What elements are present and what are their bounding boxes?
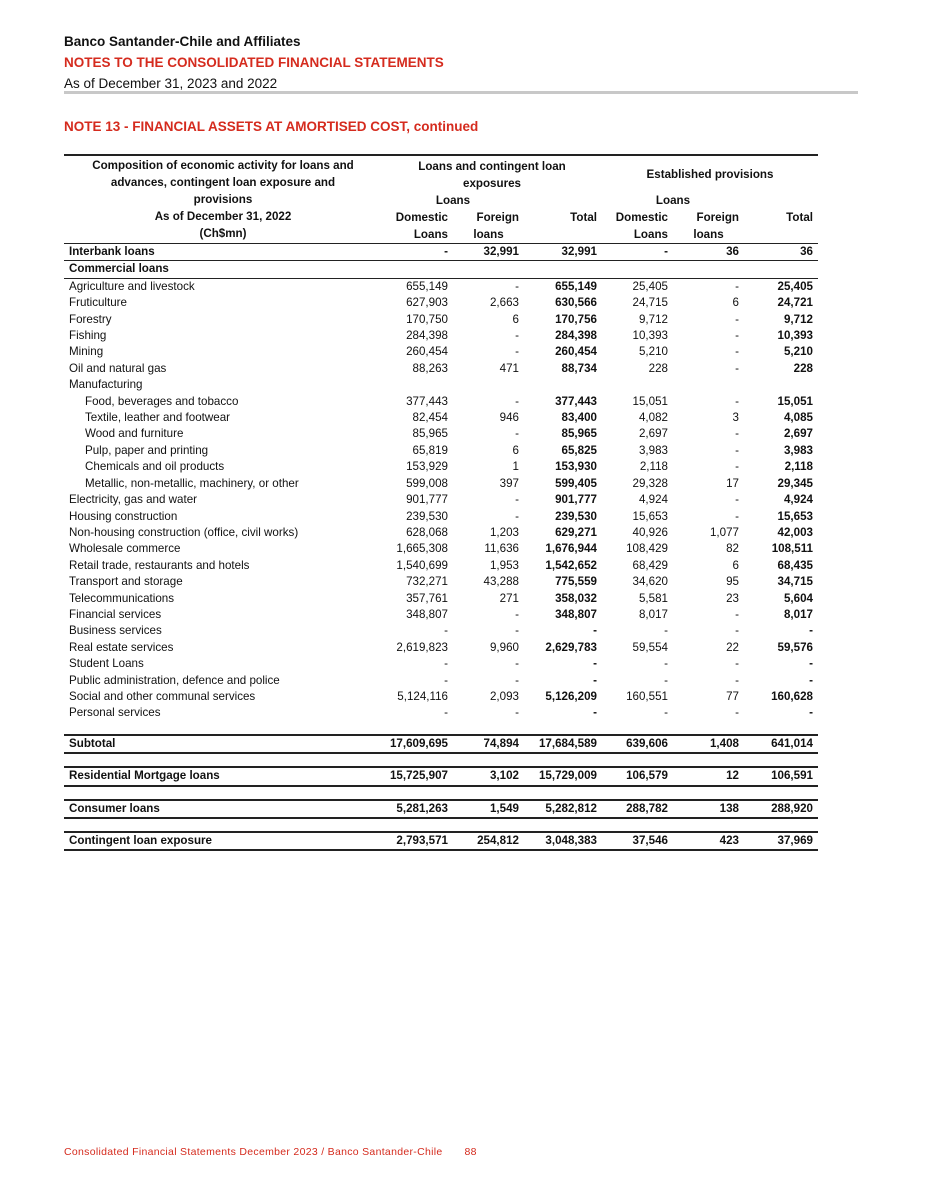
row-label: Non-housing construction (office, civil works) — [69, 525, 299, 539]
row-value: 10,393 — [777, 329, 813, 343]
row-value: 68,435 — [777, 558, 813, 572]
document-title: NOTES TO THE CONSOLIDATED FINANCIAL STATEMENTS — [64, 55, 444, 70]
spacer-cell — [64, 722, 818, 735]
row-value: - — [735, 394, 739, 408]
row-value: - — [515, 427, 519, 441]
group-provisions: Established provisions — [602, 155, 818, 192]
row-value: 775,559 — [555, 575, 597, 589]
table-row — [64, 278, 818, 295]
spacer-row — [64, 722, 818, 735]
table-row — [64, 591, 818, 607]
row-label: Commercial loans — [64, 261, 818, 278]
col-total-2: Total — [786, 211, 813, 224]
table-row — [64, 295, 818, 311]
row-label: Personal services — [69, 706, 161, 720]
row-value: 2,697 — [638, 427, 668, 441]
row-value: 17,684,589 — [524, 735, 602, 753]
company-name: Banco Santander-Chile and Affiliates — [64, 34, 301, 49]
row-value: 5,210 — [783, 345, 813, 359]
row-value: 6 — [512, 443, 519, 457]
row-value: 629,271 — [555, 525, 597, 539]
page-number: 88 — [464, 1146, 477, 1158]
row-value: 9,712 — [783, 312, 813, 326]
consumer-row — [64, 800, 818, 818]
table-row — [64, 443, 818, 459]
row-value: 24,715 — [632, 296, 668, 310]
row-label: Transport and storage — [69, 575, 183, 589]
row-value: - — [515, 624, 519, 638]
col-domestic-2: Domestic — [615, 211, 668, 224]
col-foreign-2-line2: loans — [693, 228, 724, 241]
row-label: Interbank loans — [64, 244, 382, 261]
row-value: 15,725,907 — [382, 767, 453, 785]
row-value: 228 — [793, 361, 813, 375]
row-value: - — [515, 657, 519, 671]
spacer-cell — [64, 753, 818, 767]
row-value: 4,924 — [783, 493, 813, 507]
row-value: 471 — [499, 361, 519, 375]
row-value: 397 — [499, 476, 519, 490]
row-value: 17 — [726, 476, 739, 490]
row-value: - — [735, 427, 739, 441]
row-value: - — [515, 345, 519, 359]
row-value: 153,929 — [406, 460, 448, 474]
row-value: 239,530 — [555, 509, 597, 523]
row-value: - — [809, 673, 813, 687]
row-value: - — [735, 493, 739, 507]
row-value: 25,405 — [632, 279, 668, 293]
footer — [64, 1146, 477, 1158]
row-value: 6 — [732, 296, 739, 310]
row-value: - — [515, 509, 519, 523]
row-value: - — [809, 624, 813, 638]
mortgage-row — [64, 767, 818, 785]
row-label: Real estate services — [69, 640, 174, 654]
row-value: 108,511 — [771, 542, 813, 556]
row-label: Forestry — [69, 312, 112, 326]
table-row — [64, 459, 818, 475]
row-value: 3,102 — [453, 767, 524, 785]
row-value: 260,454 — [555, 345, 597, 359]
row-value: - — [515, 673, 519, 687]
row-value — [744, 377, 818, 393]
row-value — [602, 377, 673, 393]
row-value: 82 — [726, 542, 739, 556]
row-value: 24,721 — [777, 296, 813, 310]
row-value: 228 — [648, 361, 668, 375]
row-value: - — [515, 493, 519, 507]
row-value: 4,082 — [638, 411, 668, 425]
row-value: 138 — [673, 800, 744, 818]
spacer-cell — [64, 786, 818, 800]
economic-activity-table — [64, 154, 818, 851]
row-value: 32,991 — [453, 244, 524, 261]
row-value: 348,807 — [406, 607, 448, 621]
row-value: 2,118 — [784, 460, 813, 474]
row-value: 15,051 — [777, 394, 813, 408]
row-value: 12 — [673, 767, 744, 785]
table-row — [64, 574, 818, 590]
row-value: 1,953 — [489, 558, 519, 572]
row-value: 37,969 — [744, 832, 818, 850]
table-row — [64, 492, 818, 508]
col-foreign-1-line2: loans — [473, 228, 504, 241]
table-row — [64, 361, 818, 377]
row-value: 170,750 — [406, 312, 448, 326]
row-value — [382, 377, 453, 393]
subgroup-loans-2: Loans — [655, 194, 691, 207]
row-value: - — [593, 706, 597, 720]
row-label: Social and other communal services — [69, 689, 256, 703]
row-label: Agriculture and livestock — [69, 279, 195, 293]
row-value: 22 — [726, 640, 739, 654]
row-value: 2,118 — [639, 460, 668, 474]
subgroup-loans-1: Loans — [435, 194, 471, 207]
table-row — [64, 377, 818, 393]
row-value: 3,048,383 — [524, 832, 602, 850]
row-value: - — [809, 706, 813, 720]
row-value: 85,965 — [412, 427, 448, 441]
table-row — [64, 328, 818, 344]
row-value: 377,443 — [555, 394, 597, 408]
row-value: - — [515, 706, 519, 720]
row-value: 42,003 — [777, 525, 813, 539]
row-value: - — [515, 394, 519, 408]
table-row — [64, 607, 818, 623]
table-row — [64, 673, 818, 689]
row-label: Consumer loans — [64, 800, 382, 818]
row-value: 288,782 — [602, 800, 673, 818]
interbank-row — [64, 244, 818, 261]
row-value: - — [735, 706, 739, 720]
row-value: 59,576 — [777, 640, 813, 654]
table-row — [64, 344, 818, 360]
row-value: 655,149 — [406, 279, 448, 293]
row-label: Oil and natural gas — [69, 361, 167, 375]
row-value: - — [515, 607, 519, 621]
row-value: 59,554 — [632, 640, 668, 654]
row-label: Wholesale commerce — [69, 542, 181, 556]
row-value: 1,542,652 — [545, 558, 597, 572]
period: As of December 31, 2023 and 2022 — [64, 76, 278, 91]
table-row — [64, 656, 818, 672]
row-value: 628,068 — [406, 525, 448, 539]
note-title: NOTE 13 - FINANCIAL ASSETS AT AMORTISED COST, continued — [64, 119, 479, 134]
row-label: Business services — [69, 624, 162, 638]
row-label: Chemicals and oil products — [85, 460, 225, 474]
row-value: 15,051 — [632, 394, 668, 408]
row-label: Contingent loan exposure — [64, 832, 382, 850]
row-value: 36 — [673, 244, 744, 261]
row-value: 95 — [726, 575, 739, 589]
row-value: 108,429 — [626, 542, 668, 556]
col-domestic-1-line2: Loans — [413, 228, 448, 241]
row-value: 260,454 — [406, 345, 448, 359]
spacer-row — [64, 753, 818, 767]
spacer-row — [64, 786, 818, 800]
table-row — [64, 705, 818, 721]
row-value: 11,636 — [484, 542, 519, 556]
row-value: 40,926 — [632, 525, 668, 539]
row-value: 160,628 — [771, 689, 813, 703]
row-value: - — [735, 607, 739, 621]
row-value: 599,405 — [555, 476, 597, 490]
row-value: 1,203 — [489, 525, 519, 539]
row-value: - — [515, 329, 519, 343]
table-header — [64, 155, 818, 244]
row-value: 1 — [512, 460, 519, 474]
row-value: 5,126,209 — [545, 689, 597, 703]
row-value: 10,393 — [632, 329, 668, 343]
row-label: Retail trade, restaurants and hotels — [69, 558, 250, 572]
row-value: 377,443 — [406, 394, 448, 408]
row-value — [453, 377, 524, 393]
row-value: - — [664, 706, 668, 720]
row-value: 43,288 — [483, 575, 519, 589]
row-value: - — [444, 624, 448, 638]
row-value: 5,282,812 — [524, 800, 602, 818]
row-value: 25,405 — [777, 279, 813, 293]
row-value: 599,008 — [406, 476, 448, 490]
table-row — [64, 525, 818, 541]
row-value: - — [515, 279, 519, 293]
table-row — [64, 558, 818, 574]
row-value: 77 — [726, 689, 739, 703]
table-row — [64, 623, 818, 639]
row-value: - — [735, 624, 739, 638]
row-value: 1,077 — [709, 525, 739, 539]
row-value: 639,606 — [602, 735, 673, 753]
row-value: 1,408 — [673, 735, 744, 753]
row-value: 5,281,263 — [382, 800, 453, 818]
table-body — [64, 244, 818, 851]
table-row — [64, 509, 818, 525]
table-row — [64, 394, 818, 410]
row-value: 348,807 — [555, 607, 597, 621]
row-label: Mining — [69, 345, 104, 359]
row-label: Manufacturing — [69, 378, 143, 392]
row-value: 85,965 — [561, 427, 597, 441]
row-value: - — [444, 706, 448, 720]
col-foreign-2: Foreign — [696, 211, 739, 224]
header-divider — [64, 91, 858, 94]
row-value: 34,620 — [632, 575, 668, 589]
spacer-row — [64, 818, 818, 832]
row-value: - — [593, 624, 597, 638]
row-value — [524, 377, 602, 393]
contingent-row — [64, 832, 818, 850]
col-foreign-1: Foreign — [476, 211, 519, 224]
row-value: 37,546 — [602, 832, 673, 850]
col-total-1: Total — [570, 211, 597, 224]
row-value: 34,715 — [777, 575, 813, 589]
row-value: 23 — [726, 591, 739, 605]
row-label: Food, beverages and tobacco — [85, 394, 239, 408]
row-value: 65,819 — [412, 443, 448, 457]
row-value: 6 — [732, 558, 739, 572]
row-value: 6 — [512, 312, 519, 326]
row-label: Financial services — [69, 607, 162, 621]
row-value: - — [735, 509, 739, 523]
row-label: Fruticulture — [69, 296, 127, 310]
row-value: 160,551 — [626, 689, 668, 703]
row-value: 8,017 — [638, 607, 668, 621]
row-value: 153,930 — [555, 460, 597, 474]
group-loans-exposure: Loans and contingent loan exposures — [382, 155, 602, 192]
row-label: Textile, leather and footwear — [85, 411, 231, 425]
row-value: - — [735, 673, 739, 687]
row-value: 2,697 — [783, 427, 813, 441]
row-value: - — [382, 244, 453, 261]
row-value: 4,085 — [783, 411, 813, 425]
subtotal-row — [64, 735, 818, 753]
row-value: 423 — [673, 832, 744, 850]
row-value: 3 — [732, 411, 739, 425]
row-value: 2,629,783 — [545, 640, 597, 654]
row-label: Housing construction — [69, 509, 178, 523]
row-value: 83,400 — [561, 411, 597, 425]
row-value: 106,591 — [744, 767, 818, 785]
commercial-loans-header — [64, 261, 818, 278]
row-header-cell: Composition of economic activity for loans and advances, contingent loan exposure and provisions As of December 31, 2022 (Ch$mn) — [64, 155, 382, 244]
table-row — [64, 312, 818, 328]
row-value: - — [444, 657, 448, 671]
row-value: - — [735, 329, 739, 343]
row-value: 65,825 — [561, 443, 597, 457]
row-label: Residential Mortgage loans — [64, 767, 382, 785]
row-value: 1,676,944 — [545, 542, 597, 556]
row-value: 15,729,009 — [524, 767, 602, 785]
row-value: 3,983 — [638, 443, 668, 457]
row-value: 2,619,823 — [396, 640, 448, 654]
row-value: 358,032 — [555, 591, 597, 605]
row-value: 9,712 — [638, 312, 668, 326]
spacer-cell — [64, 818, 818, 832]
row-label: Public administration, defence and police — [69, 673, 280, 687]
row-value: - — [735, 312, 739, 326]
row-value: 170,756 — [555, 312, 597, 326]
row-value: 3,983 — [783, 443, 813, 457]
row-value: 288,920 — [744, 800, 818, 818]
row-value: 627,903 — [406, 296, 448, 310]
row-value: 88,734 — [561, 361, 597, 375]
row-value: 29,328 — [632, 476, 668, 490]
row-label: Student Loans — [69, 657, 144, 671]
row-value: 1,665,308 — [396, 542, 448, 556]
row-value: - — [735, 279, 739, 293]
row-value: 641,014 — [744, 735, 818, 753]
row-value: - — [602, 244, 673, 261]
row-value: 946 — [499, 411, 519, 425]
row-value: 901,777 — [406, 493, 448, 507]
row-value: 271 — [499, 591, 519, 605]
row-value: 284,398 — [555, 329, 597, 343]
row-value: - — [593, 657, 597, 671]
row-value: 4,924 — [638, 493, 668, 507]
row-value: 5,581 — [638, 591, 668, 605]
table-row — [64, 640, 818, 656]
row-value: 74,894 — [453, 735, 524, 753]
row-value: - — [735, 443, 739, 457]
row-value: 5,124,116 — [397, 689, 448, 703]
row-value: - — [735, 657, 739, 671]
row-value: 254,812 — [453, 832, 524, 850]
row-value: 17,609,695 — [382, 735, 453, 753]
row-value: - — [593, 673, 597, 687]
row-value: - — [664, 657, 668, 671]
row-value: 5,210 — [638, 345, 668, 359]
row-label: Electricity, gas and water — [69, 493, 198, 507]
col-domestic-1: Domestic — [395, 211, 448, 224]
row-value: 29,345 — [777, 476, 813, 490]
row-value: 2,093 — [489, 689, 519, 703]
row-value: - — [809, 657, 813, 671]
table-row — [64, 410, 818, 426]
row-label: Metallic, non-metallic, machinery, or other — [85, 476, 299, 490]
row-value: 9,960 — [489, 640, 519, 654]
table-row — [64, 476, 818, 492]
row-value: - — [735, 345, 739, 359]
row-value: 32,991 — [524, 244, 602, 261]
row-value: 239,530 — [406, 509, 448, 523]
row-value: 68,429 — [632, 558, 668, 572]
footer-text: Consolidated Financial Statements December 2023 / Banco Santander-Chile — [64, 1146, 443, 1158]
row-value: 732,271 — [406, 575, 448, 589]
row-value: - — [735, 460, 739, 474]
row-label: Wood and furniture — [85, 427, 184, 441]
row-value: - — [664, 624, 668, 638]
row-value: 1,549 — [453, 800, 524, 818]
row-value — [673, 377, 744, 393]
row-label: Subtotal — [64, 735, 382, 753]
row-value: 1,540,699 — [396, 558, 448, 572]
row-value: 2,793,571 — [382, 832, 453, 850]
row-label: Pulp, paper and printing — [85, 443, 209, 457]
row-value: 357,761 — [406, 591, 448, 605]
row-label: Telecommunications — [69, 591, 175, 605]
row-value: 15,653 — [632, 509, 668, 523]
row-value: - — [444, 673, 448, 687]
table-row — [64, 426, 818, 442]
table-row — [64, 541, 818, 557]
row-value: 36 — [744, 244, 818, 261]
row-value: 2,663 — [489, 296, 519, 310]
row-label: Fishing — [69, 329, 107, 343]
row-value: 5,604 — [783, 591, 813, 605]
row-value: 901,777 — [555, 493, 597, 507]
row-value: - — [664, 673, 668, 687]
table-row — [64, 689, 818, 705]
row-value: 82,454 — [412, 411, 448, 425]
row-value: 15,653 — [777, 509, 813, 523]
row-value: 88,263 — [412, 361, 448, 375]
row-value: 106,579 — [602, 767, 673, 785]
row-value: 284,398 — [406, 329, 448, 343]
row-value: 655,149 — [555, 279, 597, 293]
row-value: - — [735, 361, 739, 375]
row-value: 630,566 — [555, 296, 597, 310]
col-domestic-2-line2: Loans — [633, 228, 668, 241]
row-value: 8,017 — [783, 607, 813, 621]
